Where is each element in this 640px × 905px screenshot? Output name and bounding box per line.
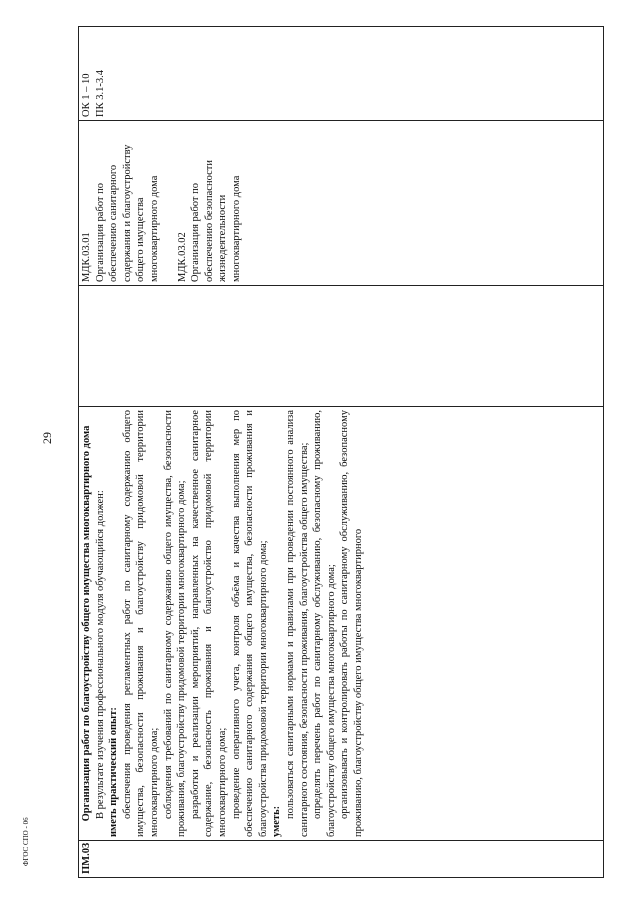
practice-item: разработки и реализации мероприятий, направленных на качественное санитарное содержание, безопасность проживания и благоустройство придомовой территории многоквартирного дома; — [189, 410, 228, 837]
spacer — [162, 124, 176, 282]
module-content — [79, 407, 604, 841]
rotated-table-container — [78, 33, 604, 878]
footer-label: ФГОС СПО - 06 — [22, 817, 30, 866]
competencies — [79, 27, 604, 121]
practice-item: соблюдения требований по санитарному содержанию общего имущества, безопасности проживания, благоустройству придомовой территории многоквартирного дома; — [162, 410, 188, 837]
skills-heading: уметь: — [271, 805, 283, 837]
module-code: ПМ.03 — [79, 841, 604, 878]
table-row — [79, 27, 604, 878]
mdk-code: МДК.03.02 — [176, 232, 188, 282]
page-number: 29 — [40, 432, 54, 444]
mdk-code: МДК.03.01 — [81, 232, 92, 282]
mdk-name: Организация работ по обеспечению санитарного содержания и благоустройству общего имущества многоквартирного дома — [94, 144, 160, 282]
curriculum-table — [78, 26, 604, 878]
skills-item: определять перечень работ по санитарному обслуживанию, безопасному проживанию, благоустройству общего имущества многоквартирного дома; — [312, 410, 337, 837]
module-intro: В результате изучения профессионального модуля обучающийся должен: — [94, 490, 106, 819]
competency-pk: ПК 3.1-3.4 — [94, 70, 106, 117]
skills-item: пользоваться санитарными нормами и правилами при проведении постоянного анализа санитарного состояния, безопасности проживания, благоустройства общего имущества; — [284, 410, 310, 837]
empty-cell — [79, 286, 604, 407]
practice-heading: иметь практический опыт: — [108, 707, 120, 837]
skills-item: организовывать и контролировать работы по санитарному обслуживанию, безопасному проживанию, благоустройству общего имущества многоквартирного — [339, 410, 364, 837]
mdk-list — [79, 121, 604, 286]
competency-ok: ОК 1 – 10 — [81, 73, 92, 117]
module-title: Организация работ по благоустройству общего имущества многоквартирного дома — [81, 425, 92, 822]
practice-item: проведение оперативного учета, контроля объёма и качества выполнения мер по обеспечению санитарного содержания общего имущества, безопасности проживания и благоустройства придомовой территории многоквартирного дома; — [230, 410, 269, 837]
mdk-name: Организация работ по обеспечению безопасности жизнедеятельности многоквартирного дома — [190, 160, 242, 282]
practice-item: обеспечения проведения регламентных работ по санитарному содержанию общего имущества, безопасности проживания и благоустройству придомовой территории многоквартирного дома; — [121, 410, 160, 837]
